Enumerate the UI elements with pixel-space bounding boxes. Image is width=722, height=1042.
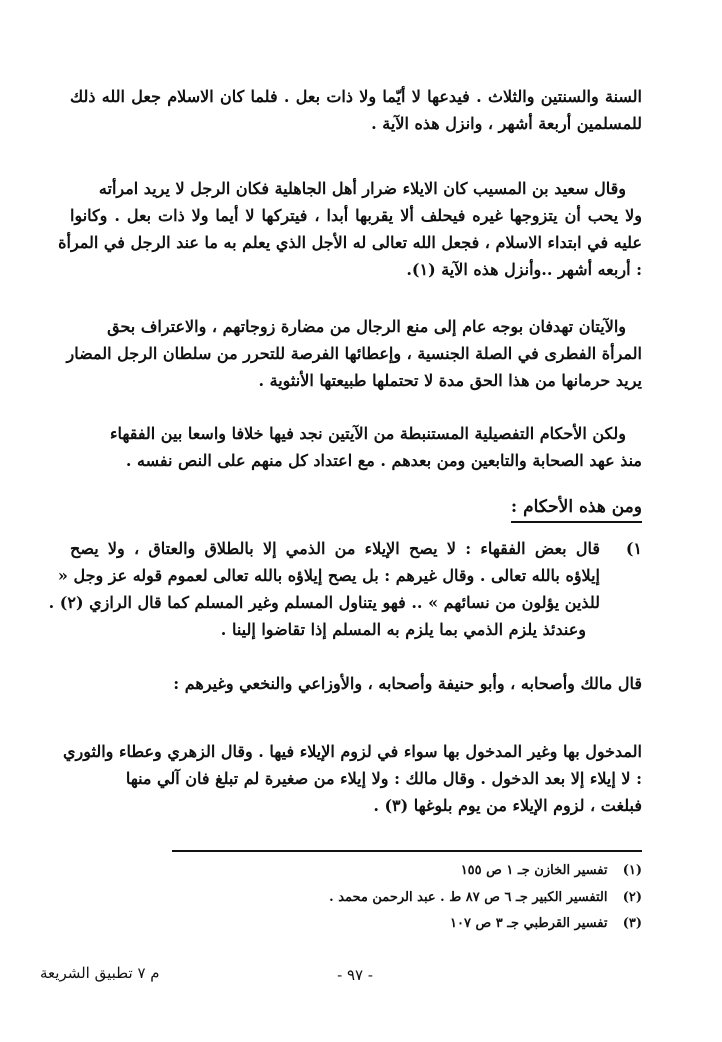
paragraph-4 [70, 420, 642, 474]
footnote-number: (٣) [622, 916, 642, 931]
book-reference: م ٧ تطبيق الشريعة [40, 964, 160, 982]
text-line: للمسلمين أربعة أشهر ، وانزل هذه الآية . [371, 114, 642, 133]
paragraph-2 [58, 175, 642, 283]
text-line: وقال سعيد بن المسيب كان الايلاء ضرار أهل الجاهلية فكان الرجل لا يريد امرأته [98, 179, 626, 198]
footnote-1 [172, 860, 642, 882]
text-line: للذين يؤلون من نسائهم » .. فهو يتناول المسلم وغير المسلم كما قال الرازي (٢) . [48, 593, 600, 612]
footnote-number: (١) [622, 863, 642, 878]
text-line: السنة والسنتين والثلاث . فيدعها لا أيّما ولا ذات بعل . فلما كان الاسلام جعل الله ذلك [70, 87, 642, 106]
footnote-text: تفسير الخازن جـ ١ ص ١٥٥ [460, 863, 608, 878]
text-line: يريد حرمانها من هذا الحق مدة لا تحتملها طبيعتها الأنثوية . [258, 371, 642, 390]
text-line: وعندئذ يلزم الذمي بما يلزم به المسلم إذا تقاضوا إلينا . [220, 620, 586, 639]
footnote-3 [172, 913, 642, 935]
text-line: المرأة الفطرى في الصلة الجنسية ، وإعطائها الفرصة للتحرر من سلطان الرجل المضار [66, 344, 642, 363]
text-line: المدخول بها وغير المدخول بها سواء في لزوم الإيلاء فيها . وقال الزهري وعطاء والثوري [63, 742, 642, 761]
text-line: ولا يحب أن يتزوجها غيره فيحلف ألا يقربها أبدا ، فيتركها لا أيما ولا ذات بعل . وكانوا [70, 206, 642, 225]
item-number: ١) [625, 539, 642, 558]
text-line: منذ عهد الصحابة والتابعين ومن بعدهم . مع اعتداد كل منهم على النص نفسه . [125, 451, 642, 470]
page-number: - ٩٧ - [337, 966, 373, 984]
text-line: : لا إيلاء إلا بعد الدخول . وقال مالك : ولا إيلاء من صغيرة لم تبلغ فان آلي منها [125, 769, 642, 788]
text-line: فبلغت ، لزوم الإيلاء من يوم بلوغها (٣) . [373, 796, 642, 815]
text-line: إيلاؤه بالله تعالى . وقال غيرهم : بل يصح إيلاؤه بالله تعالى لعموم قوله عز وجل « [57, 566, 600, 585]
numbered-item-1 [48, 535, 600, 643]
text-line: عليه في ابتداء الاسلام ، فجعل الله تعالى له الأجل الذي يعلم به ما عند الرجل في المرأة [58, 233, 642, 252]
paragraph-1 [70, 83, 642, 137]
text-line: والآيتان تهدفان بوجه عام إلى منع الرجال من مضارة زوجاتهم ، والاعتراف بحق [107, 317, 626, 336]
footnote-text: التفسير الكبير جـ ٦ ص ٨٧ ط . عبد الرحمن محمد . [329, 890, 608, 905]
text-line: ولكن الأحكام التفصيلية المستنبطة من الآيتين نجد فيها خلافا واسعا بين الفقهاء [109, 424, 626, 443]
text-line: : أربعه أشهر ..وأنزل هذه الآية (١). [406, 260, 642, 279]
paragraph-5 [63, 738, 642, 819]
section-heading: ومن هذه الأحكام : [511, 494, 642, 523]
item-continuation [70, 670, 642, 697]
text-line: قال مالك وأصحابه ، وأبو حنيفة وأصحابه ، والأوزاعي والنخعي وغيرهم : [173, 674, 642, 693]
footnote-text: تفسير القرطبي جـ ٣ ص ١٠٧ [450, 916, 608, 931]
footnote-number: (٢) [622, 890, 642, 905]
footnote-2 [172, 887, 642, 909]
footnote-divider [172, 850, 642, 852]
text-line: قال بعض الفقهاء : لا يصح الإيلاء من الذمي إلا بالطلاق والعتاق ، ولا يصح [70, 539, 600, 558]
paragraph-3 [66, 313, 642, 394]
